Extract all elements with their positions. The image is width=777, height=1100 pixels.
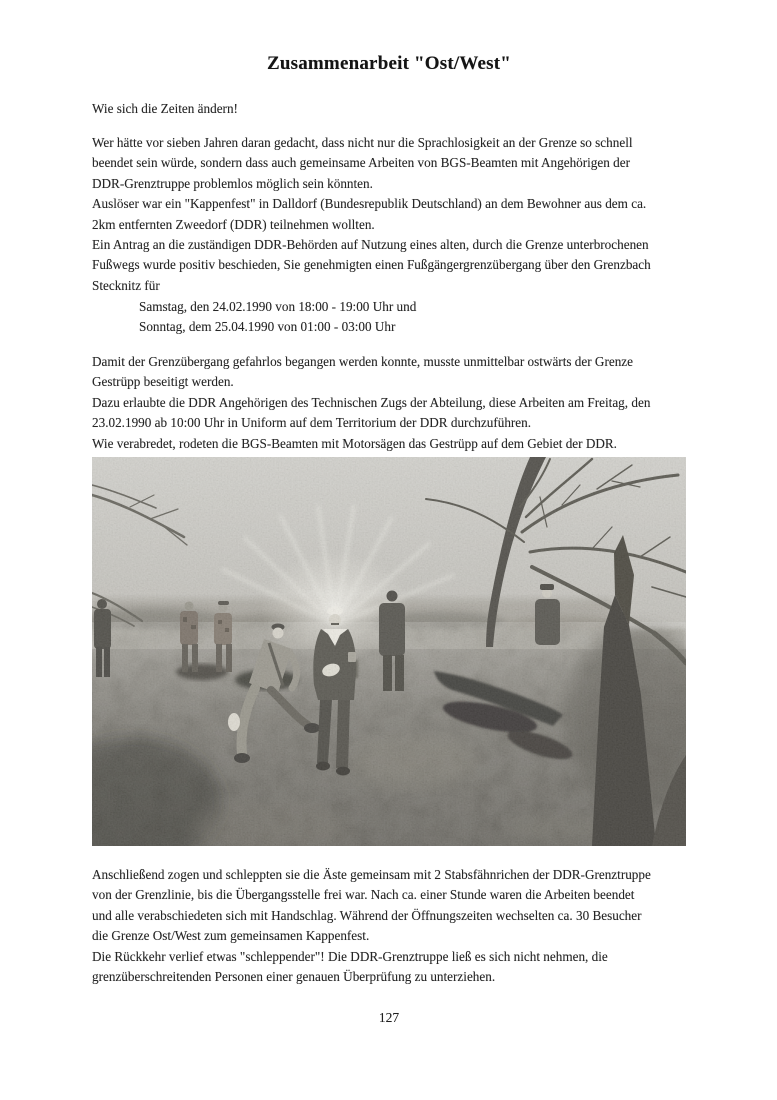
paragraph-background: Wer hätte vor sieben Jahren daran gedacht, dass nicht nur die Sprachlosigkeit an der Grenze so schnell beendet sein würde, sondern dass auch gemeinsame Arbeiten von BGS-Beamten mit Angehörigen der DDR-Grenztruppe problemlos möglich sein könnten. Auslöser war ein "Kappenfest" in Dalldorf (Bundesrepublik Deutschland) an dem Bewohner aus dem ca. 2km entfernten Zweedorf (DDR) teilnehmen wollten. Ein Antrag an die zuständigen DDR-Behörden auf Nutzung eines alten, durch die Grenze unterbrochenen Fußwegs wurde positiv beschieden, Sie genehmigten einen Fußgängergrenzübergang über den Grenzbach Stecknitz für [92, 135, 651, 293]
intro-line: Wie sich die Zeiten ändern! [92, 101, 238, 116]
paragraph-aftermath: Anschließend zogen und schleppten sie die Äste gemeinsam mit 2 Stabsfähnrichen der DDR-Grenztruppe von der Grenzlinie, bis die Übergangsstelle frei war. Nach ca. einer Stunde waren die Arbeiten beendet und alle verabschiedeten sich mit Handschlag. Während der Öffnungszeiten wechselten ca. 30 Besucher die Grenze Ost/West zum gemeinsamen Kappenfest. Die Rückkehr verlief etwas "schleppender"! Die DDR-Grenztruppe ließ es sich nicht nehmen, die grenzüberschreitenden Personen einer genauen Überprüfung zu unterziehen. [92, 867, 651, 985]
schedule-block: Samstag, den 24.02.1990 von 18:00 - 19:00 Uhr und Sonntag, dem 25.04.1990 von 01:00 - 03:00 Uhr [139, 299, 417, 335]
photo-border-clearing [92, 457, 686, 846]
photo-grain [92, 457, 686, 846]
paragraph-clearing-work: Damit der Grenzübergang gefahrlos begangen werden konnte, musste unmittelbar ostwärts der Grenze Gestrüpp beseitigt werden. Dazu erlaubte die DDR Angehörigen des Technischen Zugs der Abteilung, diese Arbeiten am Freitag, den 23.02.1990 ab 10:00 Uhr in Uniform auf dem Territorium der DDR durchzuführen. Wie verabredet, rodeten die BGS-Beamten mit Motorsägen das Gestrüpp auf dem Gebiet der DDR. [92, 354, 651, 451]
photo-illustration [92, 457, 686, 846]
page-number: 127 [378, 1010, 400, 1025]
page-title: Zusammenarbeit "Ost/West" [266, 53, 512, 74]
